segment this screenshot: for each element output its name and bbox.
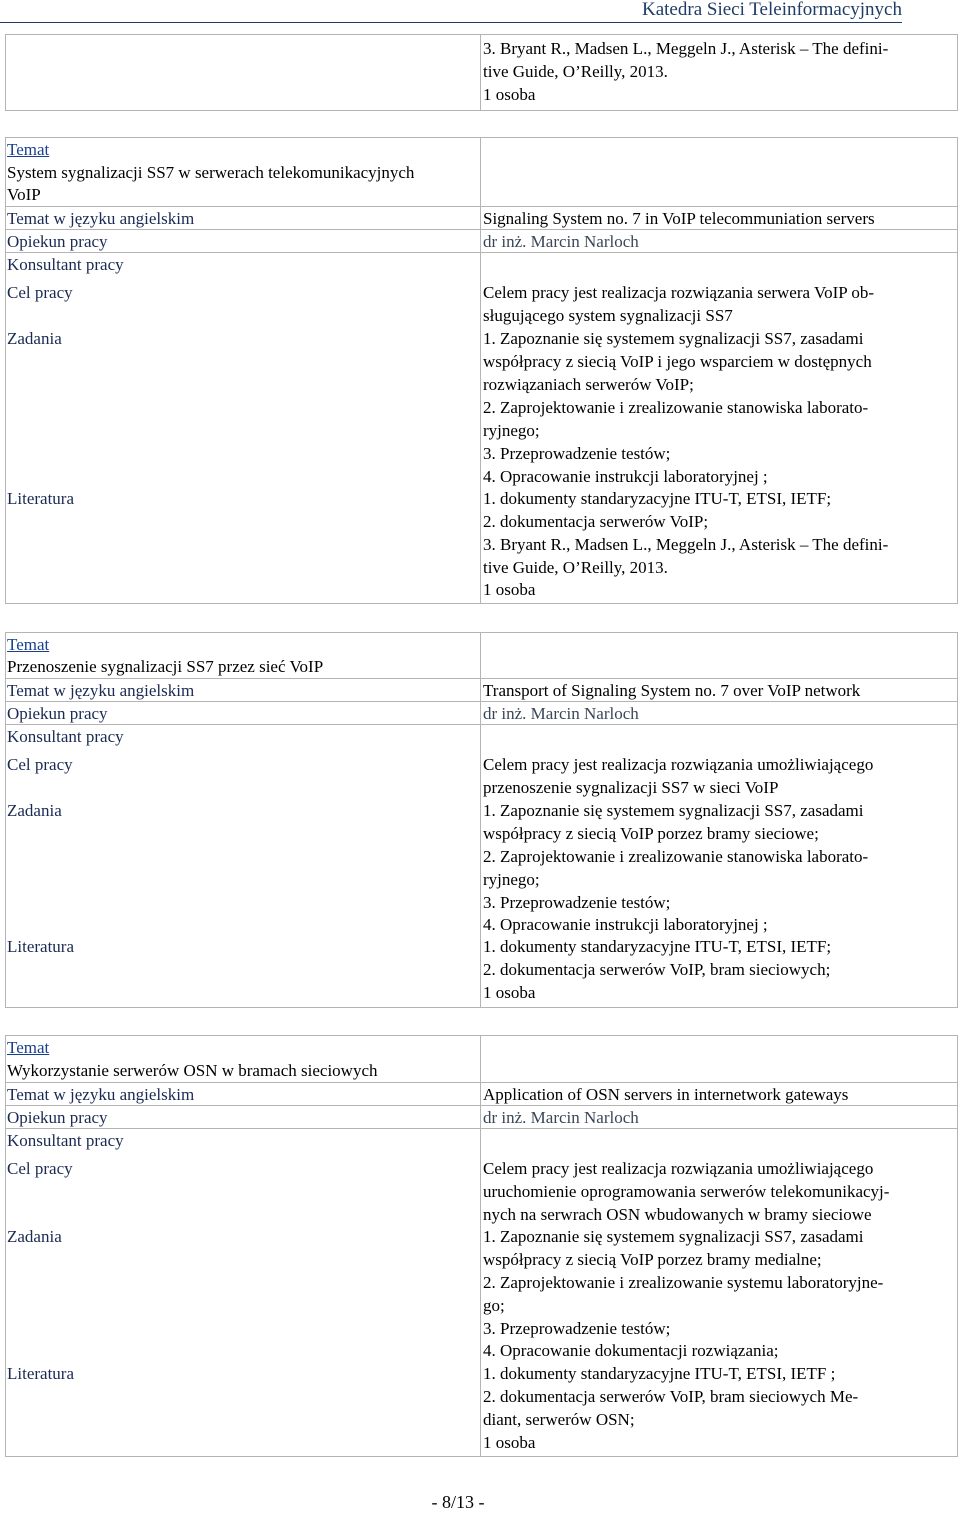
table-border <box>5 137 6 604</box>
temat-en-label: Temat w języku angielskim <box>7 1085 195 1104</box>
literatura-line: 2. dokumentacja serwerów VoIP, bram sieciowych Me- <box>483 1387 859 1406</box>
table-border <box>480 137 481 604</box>
zadania-line: 4. Opracowanie instrukcji laboratoryjnej ; <box>483 467 768 486</box>
table-border <box>480 1035 481 1457</box>
zadania-line: 2. Zaprojektowanie i zrealizowanie systemu laboratoryjne- <box>483 1273 884 1292</box>
temat-en-label: Temat w języku angielskim <box>7 681 195 700</box>
literatura-label: Literatura <box>7 489 75 508</box>
zadania-line: współpracy z siecią VoIP porzez bramy sieciowe; <box>483 824 819 843</box>
cel-line: nych na serwrach OSN wbudowanych w bramy sieciowe <box>483 1205 872 1224</box>
table-border <box>5 724 958 725</box>
osoby-count: 1 osoba <box>483 580 536 599</box>
literatura-line: 2. dokumentacja serwerów VoIP; <box>483 512 709 531</box>
osoby-count: 1 osoba <box>483 983 536 1002</box>
temat-label: Temat <box>7 635 50 654</box>
zadania-label: Zadania <box>7 329 62 348</box>
zadania-line: 3. Przeprowadzenie testów; <box>483 1319 671 1338</box>
zadania-line: 1. Zapoznanie się systemem sygnalizacji SS7, zasadami <box>483 801 864 820</box>
literatura-line: 2. dokumentacja serwerów VoIP, bram sieciowych; <box>483 960 831 979</box>
topic-title-en: Transport of Signaling System no. 7 over VoIP network <box>483 681 861 700</box>
table-border <box>5 252 958 253</box>
cel-line: Celem pracy jest realizacja rozwiązania umożliwiającego <box>483 755 874 774</box>
table-border <box>5 632 958 633</box>
opiekun-value: dr inż. Marcin Narloch <box>483 1108 639 1127</box>
table-border <box>5 34 958 35</box>
osoby-count: 1 osoba <box>483 85 536 104</box>
literatura-line: 1. dokumenty standaryzacyjne ITU-T, ETSI, IETF; <box>483 489 832 508</box>
table-border <box>5 34 6 111</box>
zadania-line: 4. Opracowanie dokumentacji rozwiązania; <box>483 1341 779 1360</box>
literatura-line: tive Guide, O’Reilly, 2013. <box>483 558 668 577</box>
zadania-line: współpracy z siecią VoIP i jego wsparciem w dostępnych <box>483 352 872 371</box>
literatura-line: 1. dokumenty standaryzacyjne ITU-T, ETSI, IETF; <box>483 937 832 956</box>
zadania-line: współpracy z siecią VoIP porzez bramy medialne; <box>483 1250 822 1269</box>
cel-label: Cel pracy <box>7 1159 73 1178</box>
zadania-line: 4. Opracowanie instrukcji laboratoryjnej ; <box>483 915 768 934</box>
cel-label: Cel pracy <box>7 755 73 774</box>
cel-line: Celem pracy jest realizacja rozwiązania serwera VoIP ob- <box>483 283 874 302</box>
osoby-count: 1 osoba <box>483 1433 536 1452</box>
table-border <box>5 1128 958 1129</box>
cel-line: Celem pracy jest realizacja rozwiązania umożliwiającego <box>483 1159 874 1178</box>
table-border <box>5 1007 958 1008</box>
temat-label: Temat <box>7 1038 50 1057</box>
topic-title-pl: System sygnalizacji SS7 w serwerach telekomunikacyjnych <box>7 163 415 182</box>
literatura-line: 3. Bryant R., Madsen L., Meggeln J., Asterisk – The defini- <box>483 39 889 58</box>
table-border <box>5 1035 6 1457</box>
konsultant-label: Konsultant pracy <box>7 1131 124 1150</box>
literatura-label: Literatura <box>7 1364 75 1383</box>
temat-label: Temat <box>7 140 50 159</box>
page-header-title: Katedra Sieci Teleinformacyjnych <box>0 0 902 23</box>
zadania-label: Zadania <box>7 801 62 820</box>
cel-label: Cel pracy <box>7 283 73 302</box>
table-border <box>5 1035 958 1036</box>
literatura-line: 3. Bryant R., Madsen L., Meggeln J., Asterisk – The defini- <box>483 535 889 554</box>
zadania-line: 3. Przeprowadzenie testów; <box>483 444 671 463</box>
topic-title-pl: VoIP <box>7 185 41 204</box>
table-border <box>5 603 958 604</box>
konsultant-label: Konsultant pracy <box>7 255 124 274</box>
literatura-line: diant, serwerów OSN; <box>483 1410 635 1429</box>
opiekun-value: dr inż. Marcin Narloch <box>483 704 639 723</box>
zadania-line: 2. Zaprojektowanie i zrealizowanie stanowiska laborato- <box>483 847 869 866</box>
topic-title-pl: Przenoszenie sygnalizacji SS7 przez sieć VoIP <box>7 657 324 676</box>
zadania-line: go; <box>483 1296 505 1315</box>
literatura-line: 1. dokumenty standaryzacyjne ITU-T, ETSI, IETF ; <box>483 1364 836 1383</box>
zadania-line: 1. Zapoznanie się systemem sygnalizacji SS7, zasadami <box>483 1227 864 1246</box>
zadania-line: 2. Zaprojektowanie i zrealizowanie stanowiska laborato- <box>483 398 869 417</box>
table-border <box>5 1456 958 1457</box>
zadania-line: ryjnego; <box>483 870 540 889</box>
table-border <box>5 110 958 111</box>
table-border <box>5 632 6 1008</box>
zadania-line: 1. Zapoznanie się systemem sygnalizacji SS7, zasadami <box>483 329 864 348</box>
literatura-label: Literatura <box>7 937 75 956</box>
table-border <box>957 1035 958 1457</box>
cel-line: sługującego system sygnalizacji SS7 <box>483 306 733 325</box>
table-border <box>5 137 958 138</box>
table-border <box>957 632 958 1008</box>
topic-title-en: Application of OSN servers in internetwork gateways <box>483 1085 849 1104</box>
topic-title-pl: Wykorzystanie serwerów OSN w bramach sieciowych <box>7 1061 378 1080</box>
table-border <box>480 632 481 1008</box>
zadania-line: rozwiązaniach serwerów VoIP; <box>483 375 694 394</box>
page-number: - 8/13 - <box>431 1492 485 1512</box>
zadania-line: ryjnego; <box>483 421 540 440</box>
cel-line: przenoszenie sygnalizacji SS7 w sieci VoIP <box>483 778 779 797</box>
opiekun-label: Opiekun pracy <box>7 704 108 723</box>
table-border <box>480 34 481 111</box>
zadania-label: Zadania <box>7 1227 62 1246</box>
temat-en-label: Temat w języku angielskim <box>7 209 195 228</box>
literatura-line: tive Guide, O’Reilly, 2013. <box>483 62 668 81</box>
topic-title-en: Signaling System no. 7 in VoIP telecommuniation servers <box>483 209 875 228</box>
cel-line: uruchomienie oprogramowania serwerów telekomunikacyj- <box>483 1182 890 1201</box>
table-border <box>957 34 958 111</box>
zadania-line: 3. Przeprowadzenie testów; <box>483 893 671 912</box>
konsultant-label: Konsultant pracy <box>7 727 124 746</box>
opiekun-value: dr inż. Marcin Narloch <box>483 232 639 251</box>
opiekun-label: Opiekun pracy <box>7 1108 108 1127</box>
table-border <box>957 137 958 604</box>
opiekun-label: Opiekun pracy <box>7 232 108 251</box>
